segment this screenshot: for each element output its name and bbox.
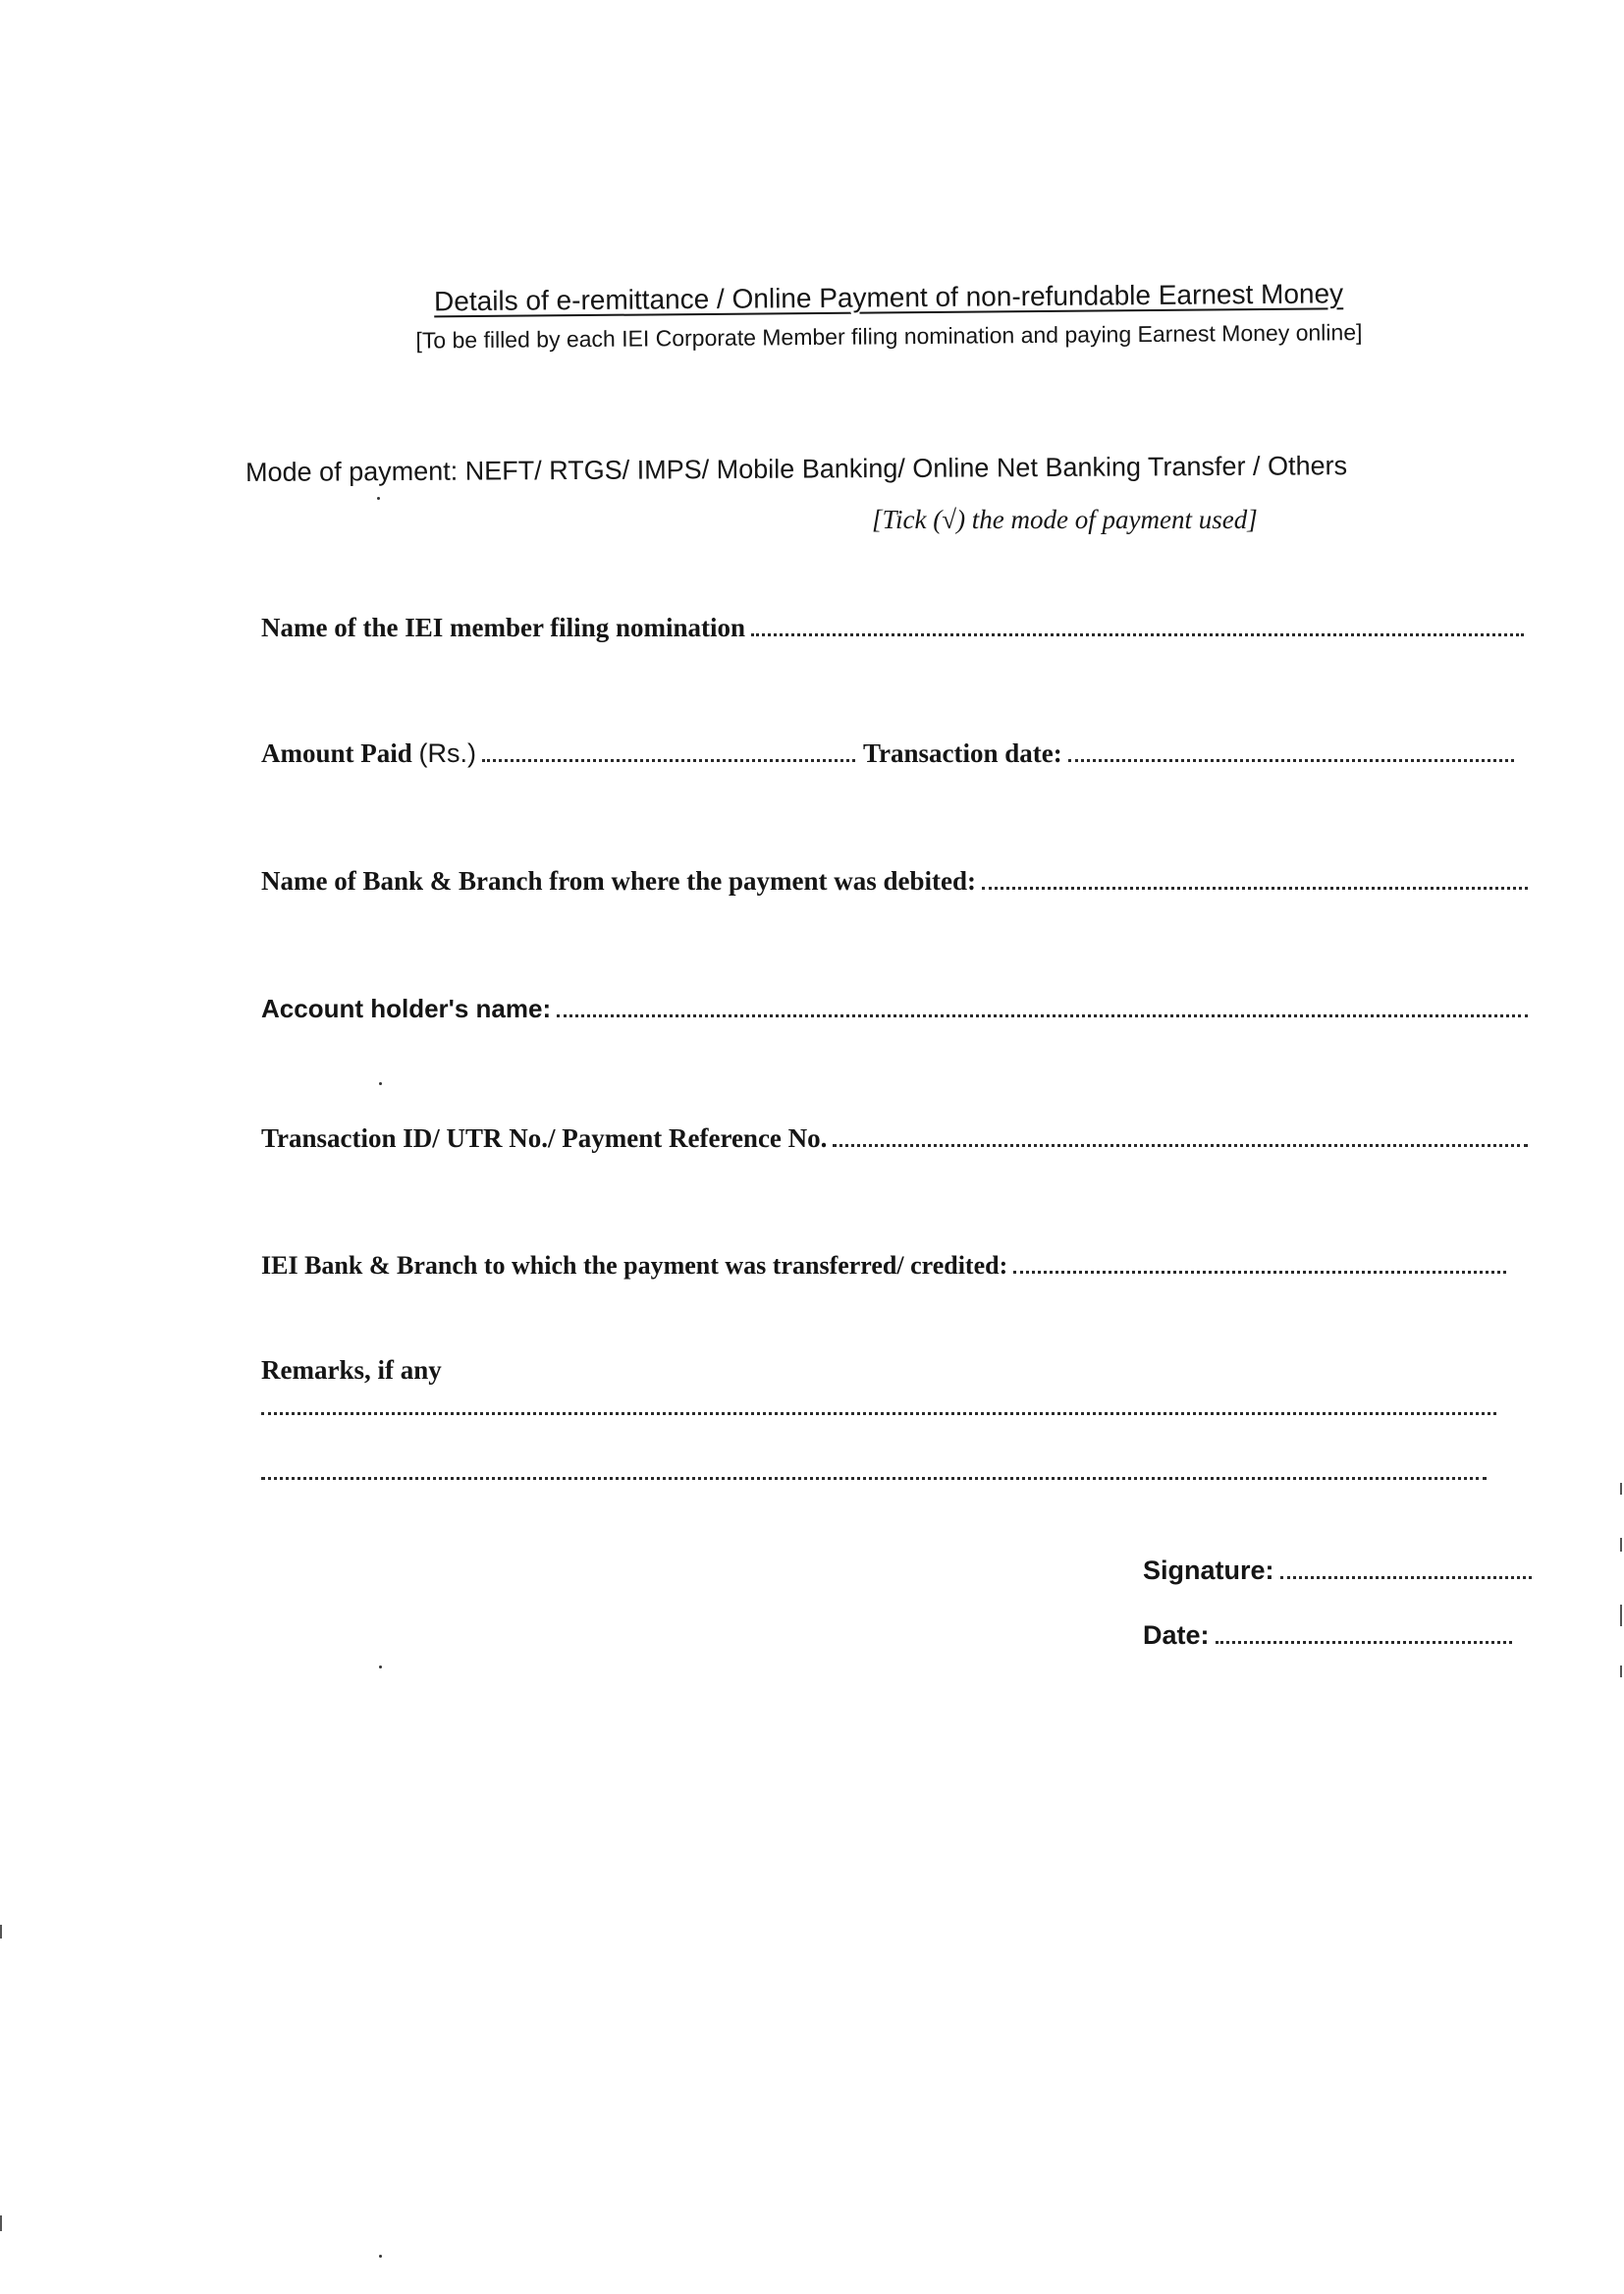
- scan-edge-mark: [1620, 1483, 1622, 1495]
- transaction-date-field[interactable]: [1068, 757, 1514, 762]
- iei-bank-branch-label: IEI Bank & Branch to which the payment was transferred/ credited:: [261, 1251, 1008, 1280]
- page-subtitle: [To be filled by each IEI Corporate Member filing nomination and paying Earnest Money online]: [415, 319, 1363, 354]
- transaction-id-field[interactable]: [833, 1142, 1528, 1147]
- date-field[interactable]: [1216, 1639, 1512, 1644]
- signature-label: Signature:: [1143, 1556, 1274, 1585]
- account-holder-row: [261, 994, 1528, 1024]
- bank-branch-debited-row: [261, 866, 1528, 897]
- scan-edge-mark: [1620, 1666, 1622, 1677]
- scan-edge-mark: [1620, 1538, 1622, 1552]
- remarks-label: Remarks, if any: [261, 1355, 442, 1385]
- date-row: [1143, 1620, 1512, 1651]
- remarks-field-line-1[interactable]: [261, 1410, 1496, 1415]
- transaction-id-label: Transaction ID/ UTR No./ Payment Reference No.: [261, 1123, 828, 1153]
- payment-mode-instruction: [Tick (√) the mode of payment used]: [872, 505, 1258, 534]
- scan-speck: [379, 2255, 382, 2258]
- bank-branch-debited-field[interactable]: [982, 885, 1528, 890]
- transaction-date-label: Transaction date:: [863, 738, 1062, 768]
- account-holder-label: Account holder's name:: [261, 994, 552, 1023]
- bank-branch-debited-label: Name of Bank & Branch from where the payment was debited:: [261, 866, 976, 896]
- amount-paid-label: Amount Paid (Rs.): [261, 738, 477, 768]
- amount-paid-field[interactable]: [482, 757, 855, 762]
- payment-mode-label: Mode of payment: NEFT/ RTGS/ IMPS/ Mobile Banking/ Online Net Banking Transfer / Others: [245, 451, 1348, 487]
- page-title: Details of e-remittance / Online Payment of non-refundable Earnest Money: [433, 278, 1344, 317]
- scan-edge-mark: [0, 2215, 2, 2231]
- member-name-field[interactable]: [751, 631, 1524, 636]
- signature-row: [1143, 1556, 1532, 1586]
- member-name-label: Name of the IEI member filing nomination: [261, 613, 745, 642]
- scan-speck: [377, 497, 380, 500]
- member-name-row: [261, 613, 1524, 643]
- account-holder-field[interactable]: [557, 1012, 1528, 1017]
- scan-speck: [379, 1666, 382, 1668]
- signature-field[interactable]: [1280, 1574, 1532, 1579]
- scan-speck: [379, 1082, 382, 1085]
- title-block: [363, 278, 1415, 357]
- scan-edge-mark: [1620, 1605, 1622, 1626]
- scan-edge-mark: [0, 1925, 2, 1939]
- transaction-id-row: [261, 1123, 1528, 1154]
- amount-date-row: [261, 738, 1514, 769]
- iei-bank-branch-field[interactable]: [1013, 1269, 1506, 1274]
- remarks-field-line-2[interactable]: [261, 1475, 1487, 1480]
- iei-bank-branch-row: [261, 1251, 1506, 1281]
- remarks-row: [261, 1355, 442, 1386]
- date-label: Date:: [1143, 1620, 1210, 1650]
